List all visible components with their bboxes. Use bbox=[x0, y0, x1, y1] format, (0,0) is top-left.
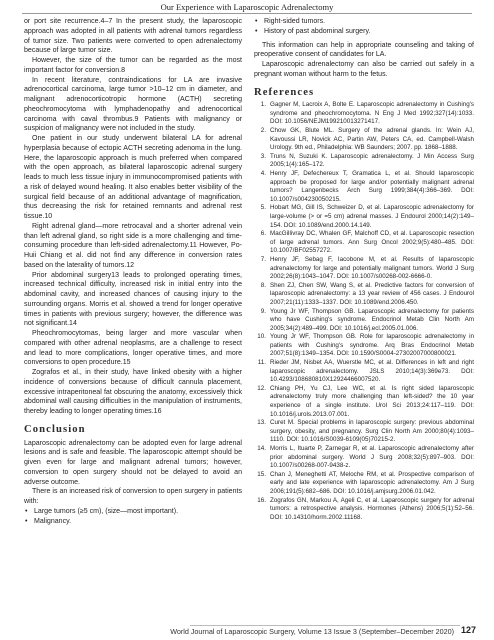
discussion-paragraph: or port site recurrence.4–7 In the present study, the laparoscopic approach was adopted in all patients with adrenal tumors regardless of tumor size. Two patients were converted to open adrenalectomy because of large tumor size. bbox=[24, 18, 242, 55]
reference-item bbox=[254, 359, 474, 385]
conclusion-paragraph: Laparoscopic adrenalectomy can also be carried out safely in a pregnant woman without harm to the fetus. bbox=[254, 61, 474, 78]
reference-text: Hobart MG, Gill IS, Schweizer D, et al. Laparoscopic adrenalectomy for large-volume (> or =5 cm) adrenal masses. J Endourol 2000;14(2):149–154. DOI: 10.1089/end.2000.14.149. bbox=[270, 204, 474, 229]
reference-text: MacGillivray DC, Whalen GF, Malchoff CD, et al. Laparoscopic resection of large adrenal tumors. Ann Surg Oncol 2002;9(5):480–485. DOI: 10.1007/BF02557272. bbox=[270, 230, 474, 255]
conclusion-paragraph: There is an increased risk of conversion to open surgery in patients with: bbox=[24, 488, 242, 505]
reference-text: Henry JF, Sebag F, Iacobone M, et al. Results of laparoscopic adrenalectomy for large and potentially malignant tumors. World J Surg 2002;26(8):1043–1047. DOI: 10.1007/s00268-002-6666-0. bbox=[270, 255, 474, 281]
reference-item bbox=[254, 170, 474, 204]
references-heading: References bbox=[254, 86, 315, 98]
risk-factor-list bbox=[24, 507, 242, 527]
discussion-paragraph: Right adrenal gland—more retrocaval and a shorter adrenal vein than left adrenal gland, so right side is a more challenging and time-consuming procedure than left-sided adrenalectomy.11 However, Po-Huii Chiang et al. did not find any difference in conversion rates based on the laterality of tumors.12 bbox=[24, 222, 242, 269]
reference-text: Young Jr WF, Thompson GB. Role for laparoscopic adrenalectomy in patients with Cushing's syndrome. Arq Bras Endocrinol Metab 2007;51(8):1349–1354. DOI: 10.1590/S0004-27302007000800021. bbox=[270, 333, 474, 358]
conclusion-paragraph: Laparoscopic adrenalectomy can be adopted even for large adrenal lesions and is safe and feasible. The laparoscopic attempt should be given even for large and malignant adrenal tumors; however, conversion to open surgery should not be delayed to avoid an adverse outcome. bbox=[24, 439, 242, 486]
reference-number: 10. bbox=[257, 333, 266, 341]
reference-number: 7. bbox=[260, 255, 266, 263]
page-footer bbox=[0, 625, 494, 639]
reference-number: 4. bbox=[260, 170, 266, 177]
reference-number: 13. bbox=[257, 419, 266, 427]
discussion-paragraph: However, the size of the tumor can be regarded as the most important factor for conversion.8 bbox=[24, 57, 242, 74]
risk-factor-list-continued bbox=[254, 17, 474, 37]
left-column bbox=[24, 17, 242, 526]
conclusion-paragraph: This information can help in appropriate counseling and taking of preoperative consent of candidates for LA. bbox=[254, 41, 474, 59]
reference-text: Morris L, Ituarte P, Zarnegar R, et al. Laparoscopic adrenalectomy after prior abdominal surgery. World J Surg 2008;32(5):897–903. DOI: 10.1007/s00268-007-9438-z. bbox=[270, 445, 474, 470]
running-header bbox=[0, 0, 494, 14]
reference-number: 2. bbox=[260, 127, 266, 135]
reference-number: 12. bbox=[257, 384, 266, 392]
journal-citation: World Journal of Laparoscopic Surgery, Volume 13 Issue 3 (September–December 2020) bbox=[170, 627, 454, 636]
reference-text: Chow GK, Blute ML. Surgery of the adrenal glands. In: Wein AJ, Kavoussi LR, Novick AC, Partin AW, Peters CA, ed. Campbell-Walsh Urology. 9th ed., Philadelphia: WB Saunders; 2007. pp. 1868–1888. bbox=[270, 127, 474, 152]
reference-text: Chan J, Meneghetti AT, Meloche RM, et al. Prospective comparison of early and late experience with laparoscopic adrenalectomy. Am J Surg 2006;191(5):682–686. DOI: 10.1016/j.amjsurg.2006.01.042. bbox=[270, 470, 474, 495]
reference-number: 8. bbox=[260, 281, 266, 289]
reference-text: Chiang PH, Yu CJ, Lee WC, et al. Is right sided laparoscopic adrenalectomy truly more challenging than left-sided? the 10 year experience of a single institute. Urol Sci 2013;24:117–119. DOI: 10.1016/j.urols.2013.07.001. bbox=[270, 384, 474, 418]
reference-item bbox=[254, 308, 474, 334]
reference-text: Curet M. Special problems in laparoscopic surgery: previous abdominal surgery, obesity, and pregnancy. Surg Clin North Am 2000;80(4):1093–1110. DOI: 10.1016/S0039-6109(05)70215-2. bbox=[270, 419, 474, 444]
reference-text: Rieder JM, Nisbet AA, Wuerstle MC, et al. Differences in left and right laparoscopic adrenalectomy. JSLS 2010;14(3):369e73. DOI: 10.4293/108680810X12924466007520. bbox=[270, 359, 474, 384]
reference-number: 15. bbox=[257, 470, 266, 478]
reference-item bbox=[254, 385, 474, 419]
discussion-paragraph: Prior abdominal surgery13 leads to prolonged operating times, increased technical difficulty, increased risk in initial entry into the abdominal cavity, and increased chances of causing injury to the surrounding organs. Morris et al. showed a trend for longer operative times in patients with previous surgery; however, the difference was not significant.14 bbox=[24, 271, 242, 328]
reference-item bbox=[254, 419, 474, 445]
reference-item bbox=[254, 256, 474, 282]
reference-text: Young Jr WF, Thompson GB. Laparoscopic adrenalectomy for patients who have Cushing's syndrome. Endocrinol Metab Clin North Am 2005;34(2):489–499. DOI: 10.1016/j.ecl.2005.01.006. bbox=[270, 307, 474, 332]
reference-item bbox=[254, 101, 474, 127]
conclusion-heading: Conclusion bbox=[24, 423, 86, 435]
reference-text: Henry JF, Defechereux T, Gramatica L, et al. Should laparoscopic approach be proposed for large and/or potentially malignant adrenal tumors? Langenbecks Arch Surg 1999;384(4):366–369. DOI: 10.1007/s004230050215. bbox=[270, 170, 474, 203]
right-column bbox=[254, 17, 474, 522]
list-item: • Large tumors (≥5 cm), (size—most important). bbox=[24, 507, 242, 517]
reference-item bbox=[254, 153, 474, 170]
reference-item bbox=[254, 497, 474, 523]
reference-text: Zografos GN, Markou A, Ageli C, et al. Laparoscopic surgery for adrenal tumors: a retrospective analysis. Hormones (Athens) 2006;5(1):52–56. DOI: 10.14310/horm.2002.11168. bbox=[270, 496, 474, 521]
discussion-paragraph: In recent literature, contraindications for LA are invasive adrenocortical carcinoma, large tumor >10–12 cm in diameter, and malignant adrenocorticotropic hormone (ACTH) secreting pheochromocytoma with lymphadenopathy and adrenocortical carcinoma with caval thrombus.9 Patients with malignancy or suspicion of malignancy were not included in the study. bbox=[24, 76, 242, 133]
footer-divider bbox=[190, 625, 460, 626]
reference-number: 6. bbox=[260, 230, 266, 238]
reference-item bbox=[254, 204, 474, 230]
page-number: 127 bbox=[460, 625, 476, 635]
running-title: Our Experience with Laparoscopic Adrenalectomy bbox=[160, 2, 334, 12]
reference-number: 11. bbox=[257, 359, 266, 367]
reference-number: 14. bbox=[257, 445, 266, 452]
list-item: • Right-sided tumors. bbox=[254, 17, 474, 27]
reference-number: 16. bbox=[257, 496, 266, 504]
reference-item bbox=[254, 445, 474, 471]
reference-number: 1. bbox=[260, 101, 266, 109]
list-item: • History of past abdominal surgery. bbox=[254, 27, 474, 37]
discussion-paragraph: Zografos et al., in their study, have linked obesity with a higher incidence of conversions because of difficult cannula placement, excessive intraperitoneal fat obscuring the anatomy, excessively thick abdominal wall causing difficulties in the manipulation of instruments, thereby leading to longer operating times.16 bbox=[24, 369, 242, 415]
reference-item bbox=[254, 282, 474, 308]
reference-item bbox=[254, 127, 474, 153]
reference-item bbox=[254, 471, 474, 497]
discussion-paragraph: One patient in our study underwent bilateral LA for adrenal hyperplasia because of ectopic ACTH secreting adenoma in the lung. Here, the laparoscopic approach is much preferred when compared with the open approach, as bilateral laparoscopic adrenal surgery leads to much less tissue injury in immunocompromised patients with a risk of delayed wound healing. It also enables better visibility of the surgical field because of an additional advantage of magnification, thus decreasing the risk for retained remnants and adrenal rest tissue.10 bbox=[24, 135, 242, 220]
reference-number: 9. bbox=[260, 307, 266, 315]
reference-list bbox=[254, 101, 474, 522]
reference-text: Truns N, Suzuki K. Laparoscopic adrenalectomy. J Min Access Surg 2005;1(4):165–172. bbox=[270, 152, 474, 169]
reference-item bbox=[254, 230, 474, 256]
list-item: • Malignancy. bbox=[24, 517, 242, 527]
reference-number: 5. bbox=[260, 204, 266, 212]
reference-text: Gagner M, Lacroix A, Bolte E. Laparoscopic adrenalectomy in Cushing's syndrome and pheochromocytoma. N Eng J Med 1992;327(14):1033. DOI: 10.1056/NEJM199210013271417. bbox=[270, 101, 474, 126]
reference-text: Shen ZJ, Chen SW, Wang S, et al. Predictive factors for conversion of laparoscopic adrenalectomy: a 13 year review of 456 cases. J Endourol 2007;21(11):1333–1337. DOI: 10.1089/end.2006.450. bbox=[270, 281, 474, 306]
reference-item bbox=[254, 333, 474, 359]
header-divider bbox=[22, 13, 472, 14]
discussion-paragraph: Pheochromocytomas, being larger and more vascular when compared with other adrenal neoplasms, are a challenge to resect and lead to more complications, longer operative times, and more conversions to open procedure.15 bbox=[24, 330, 242, 367]
reference-number: 3. bbox=[260, 152, 266, 160]
